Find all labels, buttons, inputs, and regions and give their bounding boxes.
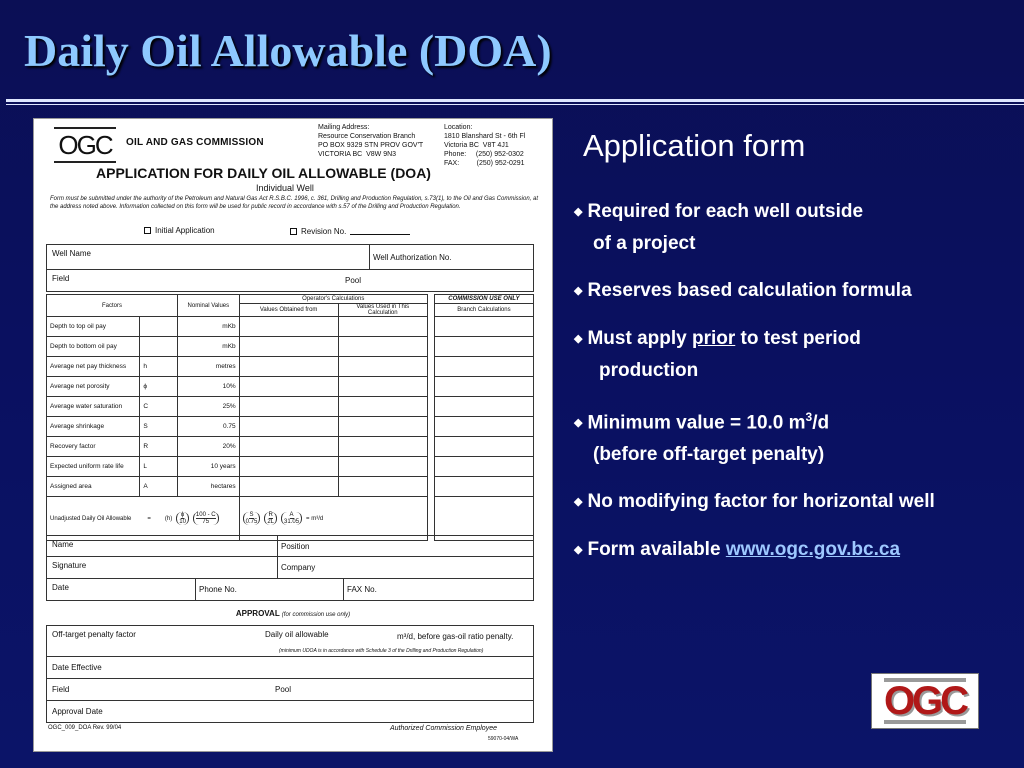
bullet-reserves: ◆ Reserves based calculation formula (574, 280, 912, 301)
ogc-logo: OGC (871, 673, 979, 729)
well-name-row: Well Name Well Authorization No. (46, 244, 534, 270)
slide-title: Daily Oil Allowable (DOA) (24, 25, 552, 76)
factor-row: Expected uniform rate life L 10 years (47, 457, 534, 477)
form-ogc-logo: OGC (54, 127, 116, 163)
factor-row: Average shrinkage S 0.75 (47, 417, 534, 437)
content-subtitle: Application form (583, 128, 806, 163)
factors-table: Factors Nominal Values Operator's Calculations COMMISSION USE ONLY Values Obtained from Values Used in This Calculation Branch Calculations Depth to top oil pay mKb Depth to bottom oil pay mKb Average net pay thickness h metres Average net porosity ϕ 10% Average water saturation C 25% Average shrinkage S 0.75 Recovery factor R 20% Expected uniform rate life L 10 years Assigned area A hectares Unadjusted Daily Oil Allowable = (h) $\frac{\phi}{10}$ $\frac{100 - C}{75}$ $\frac{S}{0.75}$ $\frac{R}{2L}$ $\frac{A}{31.05}$ = m³/d (46, 294, 534, 541)
factor-row: Recovery factor R 20% (47, 437, 534, 457)
bullet-list (574, 196, 1019, 582)
factor-row: Assigned area A hectares (47, 477, 534, 497)
bullet-minimum-value: ◆ Minimum value = 10.0 $m^3/d$ (before off-target penalty) (574, 410, 830, 466)
diamond-bullet-icon: ◆ (574, 333, 583, 345)
diamond-bullet-icon: ◆ (574, 285, 583, 297)
factor-row: Average water saturation C 25% (47, 397, 534, 417)
title-rule-thin (6, 104, 1024, 105)
diamond-bullet-icon: ◆ (574, 206, 583, 218)
bullet-must-apply: ◆ Must apply prior to test period production (574, 328, 861, 381)
factor-row: Average net porosity ϕ 10% (47, 377, 534, 397)
bullet-required: ◆ Required for each well outside of a project (574, 201, 864, 254)
initial-application-checkbox: Initial Application (144, 226, 215, 235)
factor-row: Average net pay thickness h metres (47, 357, 534, 377)
signature-row: Signature Company (46, 557, 534, 579)
form-subtitle: Individual Well (256, 183, 314, 193)
field-row: Field Pool (46, 270, 534, 292)
diamond-bullet-icon: ◆ (574, 544, 583, 557)
bullet-form-available: ◆ Form available www.ogc.gov.bc.ca (574, 539, 901, 561)
doa-formula: Unadjusted Daily Oil Allowable = (h) $\frac{\phi}{10}$ $\frac{100 - C}{75}$ (50, 512, 236, 525)
authorized-employee-label: Authorized Commission Employee (390, 725, 497, 732)
ogc-website-link[interactable]: www.ogc.gov.bc.ca (725, 539, 901, 561)
form-code: 59070-04/WA (488, 736, 519, 742)
date-row: Date Phone No. FAX No. (46, 579, 534, 601)
off-target-row: Off-target penalty factor Daily oil allowable m³/d, before gas-oil ratio penalty. (minimum UDOA is in accordance with Schedule 3 of the Drilling and Production Regulation) (46, 625, 534, 657)
field-pool-row: Field Pool (46, 679, 534, 701)
bullet-no-modifying: ◆ No modifying factor for horizontal well (574, 491, 935, 513)
date-effective-row: Date Effective (46, 657, 534, 679)
approval-heading: APPROVAL (for commission use only) (235, 609, 351, 618)
form-location: Location: 1810 Blanshard St - 6th Fl Victoria BC V8T 4J1 Phone: (250) 952-0302 FAX: (250) 952-0291 (444, 124, 526, 167)
form-title: APPLICATION FOR DAILY OIL ALLOWABLE (DOA) (96, 165, 431, 181)
form-mailing-address: Mailing Address: Resource Conservation Branch PO BOX 9329 STN PROV GOV'T VICTORIA BC V8W 9N3 (318, 124, 424, 158)
form-org-name: OIL AND GAS COMMISSION (126, 137, 264, 148)
diamond-bullet-icon: ◆ (574, 417, 583, 430)
title-rule (6, 99, 1024, 102)
factor-row: Depth to bottom oil pay mKb (47, 337, 534, 357)
factor-row: Depth to top oil pay mKb (47, 317, 534, 337)
name-row: Name Position (46, 535, 534, 557)
form-authority-note: Form must be submitted under the authority of the Petroleum and Natural Gas Act R.S.B.C. 1996, c. 361, Drilling and Production Regulation, s.73(1), to the Oil and Gas Commission, at the address noted above. Information collected on this form will be used for public record in accordance with s.57 of the Drilling and Production Regulation. (50, 196, 539, 210)
approval-date-row: Approval Date (46, 701, 534, 723)
diamond-bullet-icon: ◆ (574, 496, 583, 509)
form-revision-code: OGC_009_DOA Rev. 99/04 (48, 725, 122, 731)
revision-no-field: Revision No. (290, 227, 410, 236)
application-form-image (33, 118, 553, 752)
